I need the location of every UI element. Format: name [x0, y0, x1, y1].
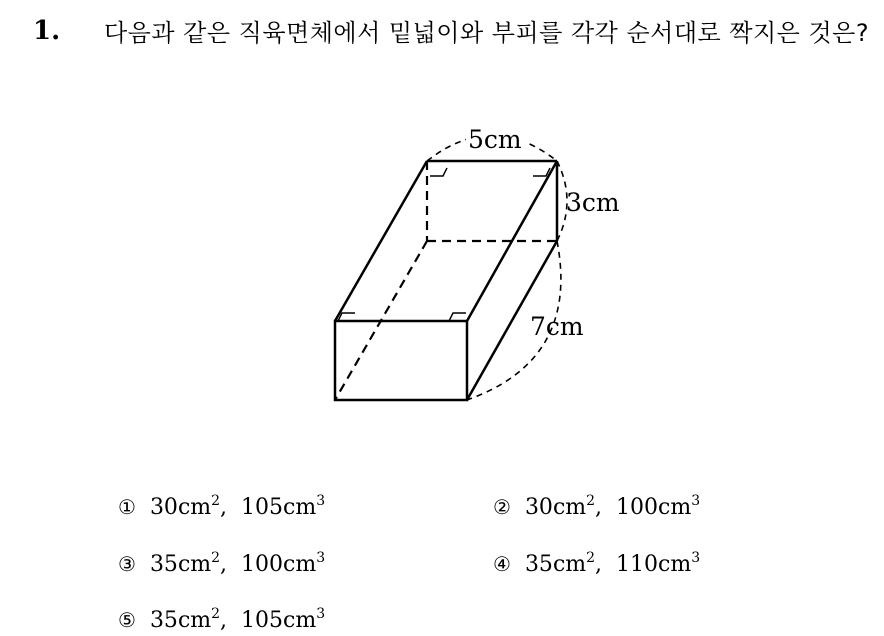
choice-marker: ⑤: [118, 608, 136, 632]
choice-marker: ①: [118, 495, 136, 519]
width-label: 5cm: [468, 125, 522, 154]
choice-2[interactable]: ② $30cm^2$, $100cm^3$: [493, 493, 701, 520]
cuboid-solid-edges: [335, 161, 557, 400]
choice-3[interactable]: ③ $35cm^2$, $100cm^3$: [118, 550, 326, 577]
question-number: 1.: [33, 16, 61, 46]
right-angle-mark: [533, 168, 550, 176]
height-label: 3cm: [566, 188, 620, 217]
choice-5[interactable]: ⑤ $35cm^2$, $105cm^3$: [118, 606, 326, 633]
choice-marker: ②: [493, 495, 511, 519]
cuboid-hidden-edges: [335, 161, 557, 400]
choice-1[interactable]: ① $30cm^2$, $105cm^3$: [118, 493, 326, 520]
edge-top-left: [335, 161, 427, 321]
right-angle-mark: [430, 168, 447, 176]
length-label: 7cm: [530, 312, 584, 341]
choice-marker: ④: [493, 552, 511, 576]
question-text: 다음과 같은 직육면체에서 밑넓이와 부피를 각각 순서대로 짝지은 것은?: [104, 19, 870, 47]
choice-4[interactable]: ④ $35cm^2$, $110cm^3$: [493, 550, 701, 577]
front-face: [335, 321, 467, 400]
right-angle-marks: [338, 168, 550, 321]
choice-marker: ③: [118, 552, 136, 576]
